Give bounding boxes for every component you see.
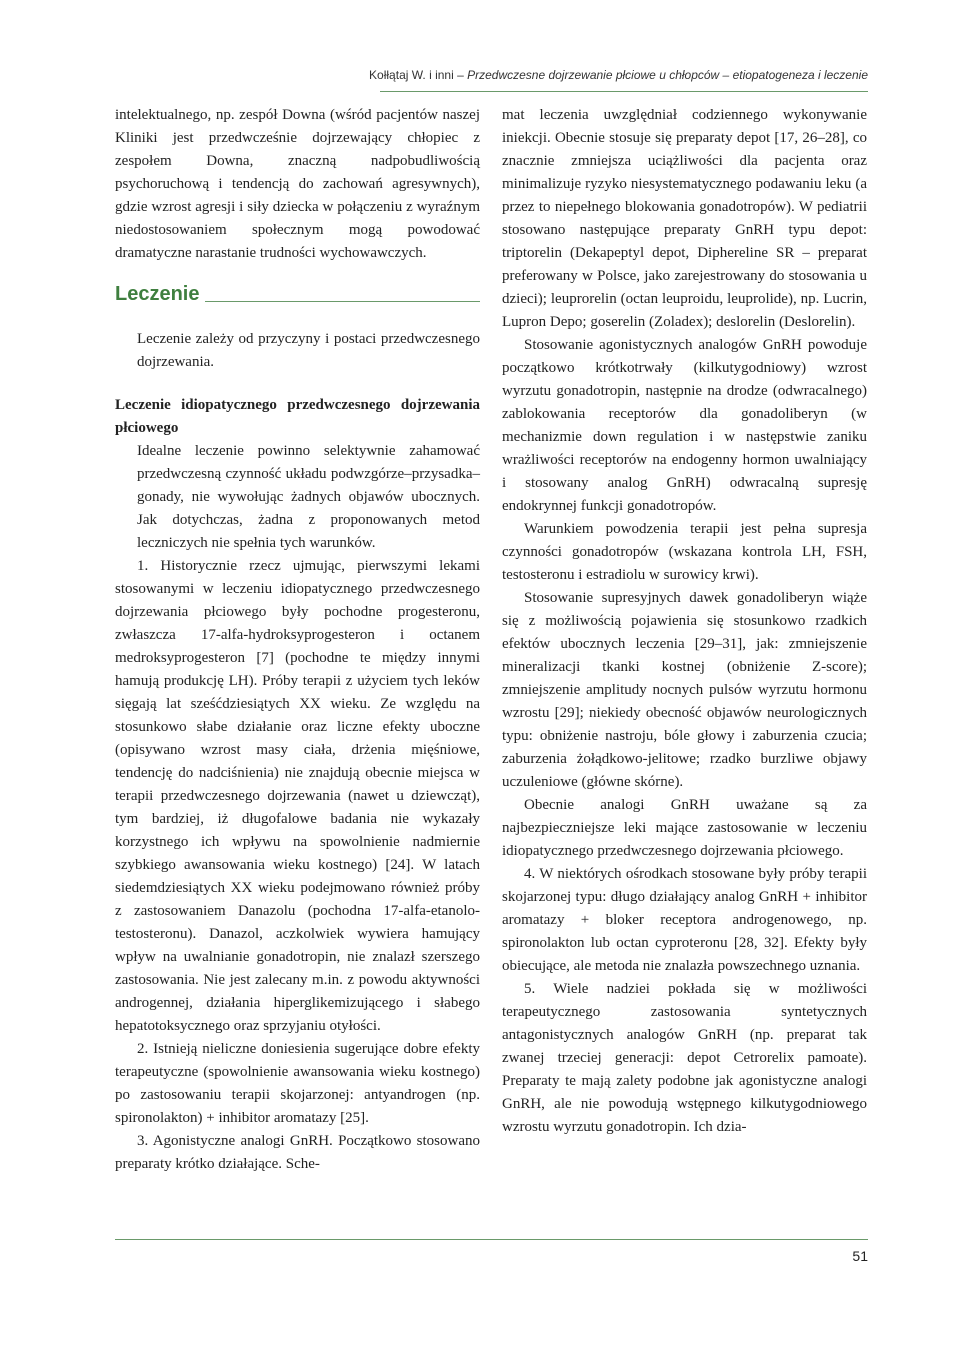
paragraph: Warunkiem powodzenia terapii jest pełna supresja czynności gonadotropów (wskazana kontrola LH, FSH, testosteronu i estradiolu w surowicy krwi).	[502, 521, 867, 583]
paragraph: mat leczenia uwzględniał codziennego wykonywanie iniekcji. Obecnie stosuje się preparaty depot [17, 26–28], co znacznie zmniejsza uciążliwości dla pacjenta oraz minimalizuje ryzyko niesystematycznego podawaniu leku (a przez to niepełnego blokowania gonadotropów). W pediatrii stosowano następujące preparaty GnRH typu depot: triptorelin (Dekapeptyl depot, Diphereline SR – preparat preferowany w Polsce, jako zarejestrowany do stosowania u dzieci); leuprorelin (octan leuproidu, leuprolide), np. Lucrin, Lupron Depo; goserelin (Zoladex); deslorelin (Deslorelin).	[502, 107, 867, 330]
header-authors: Kołłątaj W. i inni –	[369, 68, 468, 82]
paragraph: intelektualnego, np. zespół Downa (wśród pacjentów naszej Kliniki jest przedwcześnie dojrzewający chłopiec z zespołem Downa, znaczną nadpobudliwością psychoruchową i tendencją do zachowań agresywnych), gdzie wzrost agresji i siły dziecka w połączeniu z wyraźnym niedostosowaniem społecznym mogą powodować dramatyczne narastanie trudności wychowawczych.	[115, 107, 480, 261]
paragraph: Idealne leczenie powinno selektywnie zahamować przedwczesną czynność układu podwzgórze–przysadka–gonady, nie wywołując żadnych objawów ubocznych. Jak dotychczas, żadna z proponowanych metod leczniczych nie spełnia tych warunków.	[137, 443, 480, 551]
subsection-heading: Leczenie idiopatycznego przedwczesnego dojrzewania płciowego	[115, 397, 480, 436]
paragraph: 4. W niektórych ośrodkach stosowane były próby terapii skojarzonej typu: długo działający analog GnRH + inhibitor aromatazy + bloker receptora androgenowego, np. spironolakton lub octan cyproteronu [28, 32]. Efekty były obiecujące, ale metoda nie znalazła powszechnego uznania.	[502, 866, 867, 974]
running-header	[108, 68, 868, 82]
section-heading	[115, 283, 480, 306]
paragraph: Stosowanie agonistycznych analogów GnRH powoduje początkowo krótkotrwały (kilkutygodniowy) wzrost wyrzutu gonadotropin, następnie na drodze (odwracalnego) zablokowania receptorów dla gonadoliberyn (w mechanizmie down regulation i w następstwie zaniku wrażliwości receptorów na endogenny hormon uwalniający i stosowany analog GnRH) odwracalną supresję endokrynnej funkcji gonadotropów.	[502, 337, 867, 514]
paragraph: Leczenie zależy od przyczyny i postaci przedwczesnego dojrzewania.	[137, 331, 480, 370]
paragraph: 3. Agonistyczne analogi GnRH. Początkowo stosowano preparaty krótko działające. Sche-	[115, 1133, 480, 1172]
paragraph: 1. Historycznie rzecz ujmując, pierwszymi lekami stosowanymi w leczeniu idiopatycznego przedwczesnego dojrzewania płciowego były pochodne progesteronu, zwłaszcza 17-alfa-hydroksyprogesteron i octanem medroksyprogesteron [7] (pochodne te między innymi hamują produkcję LH). Próby terapii z użyciem tych leków sięgają lat sześćdziesiątych XX wieku. Ze względu na stosunkowo słabe działanie oraz liczne efekty uboczne (opisywano wzrost masy ciała, drżenia mięśniowe, tendencję do nadciśnienia) nie znajdują obecnie miejsca w terapii przedwczesnego dojrzewania (nawet u dziewcząt), tym bardziej, iż długofalowe badania nie wykazały korzystnego ich wpływu na spowolnienie nadmiernie szybkiego awansowania wieku kostnego) [24]. W latach siedemdziesiątych XX wieku podejmowano również próby z zastosowaniem Danazolu (pochodna 17-alfa-etanolo-testosteronu). Danazol, aczkolwiek wywiera hamujący wpływ na uwalnianie gonadotropin, nie znalazł szerszego zastosowania. Nie jest zalecany m.in. z powodu aktywności androgennej, działania hiperglikemizującego i słabego hepatotoksycznego oraz sprzyjaniu otyłości.	[115, 558, 480, 1034]
paragraph: Obecnie analogi GnRH uważane są za najbezpieczniejsze leki mające zastosowanie w leczeniu idiopatycznego przedwczesnego dojrzewania płciowego.	[502, 797, 867, 859]
paragraph: 2. Istnieją nieliczne doniesienia sugerujące dobre efekty terapeutyczne (spowolnienie awansowania wieku kostnego) po zastosowaniu terapii skojarzonej: antyandrogen (np. spironolakton) + inhibitor aromatazy [25].	[115, 1041, 480, 1126]
section-title: Leczenie	[115, 283, 200, 305]
left-column	[115, 104, 480, 1176]
right-column	[502, 104, 867, 1139]
paragraph: Stosowanie supresyjnych dawek gonadoliberyn wiąże się z możliwością pojawienia się stosunkowo rzadkich efektów ubocznych leczenia [29–31], jak: zmniejszenie mineralizacji tkanki kostnej (obniżenie Z-score); zmniejszenie amplitudy nocnych pulsów wyrzutu hormonu wzrostu [29]; niekiedy obecność objawów neurologicznych typu: obniżenie nastroju, bóle głowy i zaburzenia czucia; zaburzenia żołądkowo-jelitowe; rzadko burzliwe objawy uczuleniowe (główne skórne).	[502, 590, 867, 790]
section-rule	[205, 301, 480, 302]
header-rule	[380, 91, 868, 92]
page-number: 51	[852, 1248, 868, 1264]
header-title: Przedwczesne dojrzewanie płciowe u chłopców – etiopatogeneza i leczenie	[467, 68, 868, 82]
footer-rule	[115, 1239, 868, 1240]
paragraph: 5. Wiele nadziei pokłada się w możliwości terapeutycznego zastosowania syntetycznych antagonistycznych analogów GnRH (np. preparat tak zwanej trzeciej generacji: depot Cetrorelix pamoate). Preparaty te mają zalety podobne jak agonistyczne analogi GnRH, ale nie powodują wstępnego kilkutygodniowego wzrostu wyrzutu gonadotropin. Ich dzia-	[502, 981, 867, 1135]
